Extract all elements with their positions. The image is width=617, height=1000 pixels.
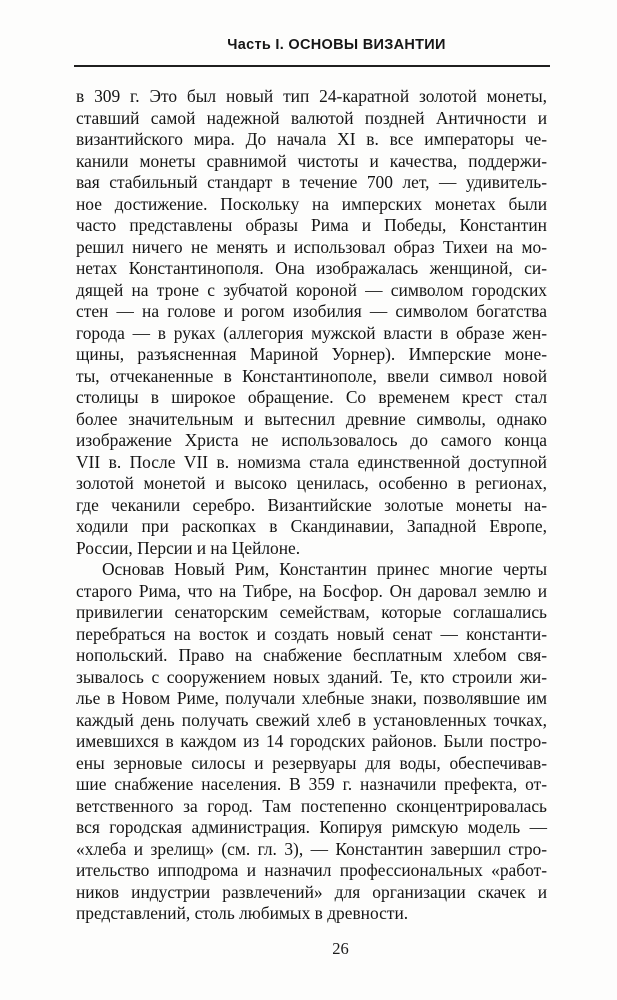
text-line: византийского мира. До начала XI в. все императоры че- — [76, 129, 547, 149]
text-line: города — в руках (аллегория мужской власти в образе жен- — [76, 322, 547, 343]
text-line: изображение Христа не использовалось до самого конца — [76, 430, 547, 450]
header-rule — [74, 65, 550, 67]
running-header-title: Часть I. ОСНОВЫ ВИЗАНТИИ — [227, 37, 446, 53]
text-line: вая стабильный стандарт в течение 700 лет, — удивитель- — [76, 172, 547, 192]
text-line: России, Персии и на Цейлоне. — [76, 537, 301, 558]
paragraph — [76, 86, 547, 559]
text-line: VII в. После VII в. номизма стала единственной доступной — [76, 451, 547, 472]
text-line: ветственного за город. Там постепенно сконцентрировалась — [76, 795, 547, 816]
text-line: привилегии сенаторским семействам, которые соглашались — [76, 602, 547, 622]
text-line: лье в Новом Риме, получали хлебные знаки, позволявшие им — [76, 688, 547, 708]
text-line: столицы в широкое обращение. Со временем крест стал — [76, 387, 547, 407]
text-line: решил ничего не менять и использовал образ Тихеи на мо- — [76, 236, 547, 257]
text-line: дящей на троне с зубчатой короной — символом городских — [76, 279, 547, 300]
text-line: нетах Константинополя. Она изображалась женщиной, си- — [76, 258, 547, 278]
text-line: перебраться на восток и создать новый сенат — константи- — [76, 623, 547, 644]
text-line: ставший самой надежной валютой поздней Античности и — [76, 107, 547, 128]
text-line: в 309 г. Это был новый тип 24-каратной золотой монеты, — [76, 86, 547, 106]
text-line: ников индустрии развлечений» для организации скачек и — [76, 881, 547, 902]
text-line: часто представлены образы Рима и Победы, Константин — [76, 215, 547, 235]
text-line: нопольский. Право на снабжение бесплатным хлебом свя- — [76, 645, 547, 665]
text-line: имевшихся в каждом из 14 городских районов. Были постро- — [76, 731, 547, 751]
text-line: Основав Новый Рим, Константин принес многие черты — [102, 559, 547, 579]
page-number: 26 — [332, 939, 349, 958]
text-line: шие снабжение населения. В 359 г. назначили префекта, от- — [76, 774, 547, 794]
text-line: ходили при раскопках в Скандинавии, Западной Европе, — [76, 516, 547, 536]
text-line: где чеканили серебро. Византийские золотые монеты на- — [76, 494, 547, 515]
text-line: стен — на голове и рогом изобилия — символом богатства — [76, 301, 547, 321]
text-line: вся городская администрация. Копируя римскую модель — — [76, 817, 547, 837]
text-line: представлений, столь любимых в древности. — [76, 903, 409, 923]
text-line: каждый день получать свежий хлеб в установленных точках, — [76, 709, 547, 730]
text-line: ены зерновые силосы и резервуары для воды, обеспечивав- — [76, 752, 547, 773]
text-line: более значительным и вытеснил древние символы, однако — [76, 408, 547, 429]
text-line: ное достижение. Поскольку на имперских монетах были — [76, 193, 547, 214]
text-line: «хлеба и зрелищ» (см. гл. 3), — Константин завершил стро- — [76, 838, 547, 859]
text-line: щины, разъясненная Мариной Уорнер). Имперские моне- — [76, 344, 547, 364]
body-text — [76, 86, 547, 925]
text-line: золотой монетой и высоко ценилась, особенно в регионах, — [76, 473, 547, 493]
text-line: канили монеты сравнимой чистоты и качества, поддержи- — [76, 150, 547, 171]
text-line: ительство ипподрома и назначил профессиональных «работ- — [76, 860, 547, 880]
text-line: зывалось с сооружением новых зданий. Те, кто строили жи- — [76, 666, 547, 687]
text-line: старого Рима, что на Тибре, на Босфор. Он даровал землю и — [76, 580, 547, 601]
paragraph — [76, 559, 547, 925]
text-line: ты, отчеканенные в Константинополе, ввели символ новой — [76, 365, 547, 386]
